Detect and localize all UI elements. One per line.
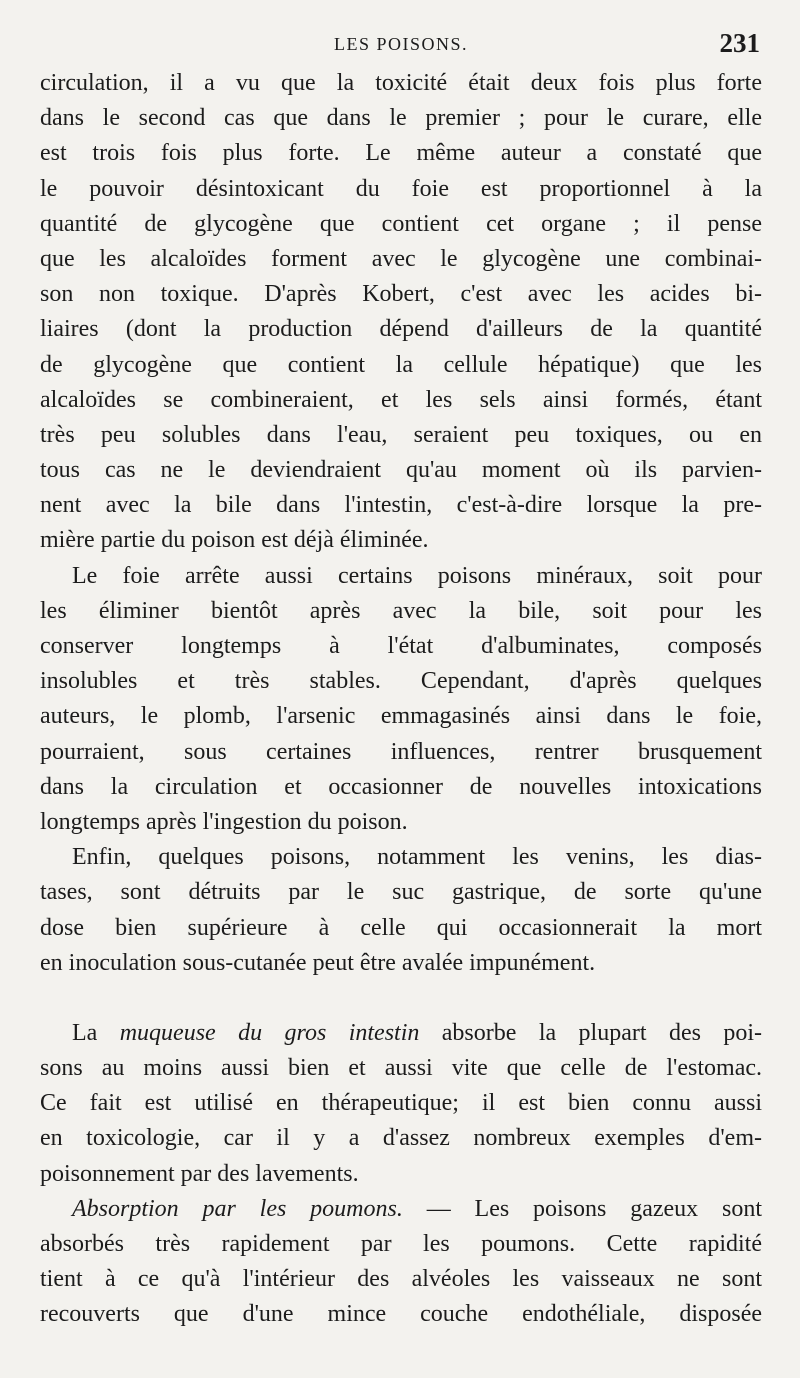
- body-text: [40, 66, 762, 1333]
- text-line: alcaloïdes se combineraient, et les sels ainsi formés, étant: [40, 386, 762, 413]
- text-line: dans le second cas que dans le premier ; pour le curare, elle: [40, 105, 762, 132]
- text-line: tous cas ne le deviendraient qu'au moment où ils parvien-: [40, 457, 762, 484]
- text-line: dose bien supérieure à celle qui occasionnerait la mort: [40, 914, 762, 941]
- paragraph-venins: [40, 840, 762, 981]
- paragraph-continuation: [40, 66, 762, 559]
- text-line: pourraient, sous certaines influences, rentrer brusquement: [40, 738, 762, 765]
- paragraph-gros-intestin: [40, 1016, 762, 1192]
- text-line: poisonnement par des lavements.: [40, 1160, 359, 1187]
- text-line: son non toxique. D'après Kobert, c'est avec les acides bi-: [40, 281, 762, 308]
- text-line: longtemps après l'ingestion du poison.: [40, 808, 408, 835]
- text-line: recouverts que d'une mince couche endothéliale, disposée: [40, 1301, 762, 1328]
- text-line: tient à ce qu'à l'intérieur des alvéoles les vaisseaux ne sont: [40, 1266, 762, 1293]
- text-line: en inoculation sous-cutanée peut être avalée impunément.: [40, 949, 596, 976]
- text-line: auteurs, le plomb, l'arsenic emmagasinés ainsi dans le foie,: [40, 703, 762, 730]
- text-line: [40, 1016, 762, 1051]
- text-line: dans la circulation et occasionner de nouvelles intoxications: [40, 773, 762, 800]
- running-header: [40, 28, 762, 60]
- text-line: liaires (dont la production dépend d'ailleurs de la quantité: [40, 316, 762, 343]
- text-line: mière partie du poison est déjà éliminée.: [40, 527, 429, 554]
- text-line: Enfin, quelques poisons, notamment les venins, les dias-: [72, 844, 762, 871]
- text-line: conserver longtemps à l'état d'albuminates, composés: [40, 633, 762, 659]
- text-line: Ce fait est utilisé en thérapeutique; il est bien connu aussi: [40, 1090, 762, 1117]
- text-line: très peu solubles dans l'eau, seraient peu toxiques, ou en: [40, 421, 762, 448]
- text-line: Le foie arrête aussi certains poisons minéraux, soit pour: [72, 562, 762, 589]
- running-title: LES POISONS.: [333, 34, 469, 54]
- text-line: est trois fois plus forte. Le même auteur a constaté que: [40, 140, 762, 167]
- text-line: sons au moins aussi bien et aussi vite que celle de l'estomac.: [40, 1055, 762, 1082]
- text-line: le pouvoir désintoxicant du foie est proportionnel à la: [40, 175, 762, 202]
- text-line: en toxicologie, car il y a d'assez nombreux exemples d'em-: [40, 1125, 762, 1152]
- text-run: La: [72, 1019, 120, 1046]
- text-line: [40, 1192, 762, 1227]
- text-run: — Les poisons gazeux sont: [402, 1195, 762, 1222]
- section-heading-italic: Absorption par les poumons.: [72, 1195, 403, 1222]
- text-line: nent avec la bile dans l'intestin, c'est-à-dire lorsque la pre-: [40, 492, 762, 519]
- text-line: insolubles et très stables. Cependant, d'après quelques: [40, 668, 762, 695]
- text-run: absorbe la plupart des poi-: [419, 1019, 762, 1046]
- text-line: tases, sont détruits par le suc gastrique, de sorte qu'une: [40, 879, 762, 906]
- text-line: que les alcaloïdes forment avec le glycogène une combinai-: [40, 245, 762, 272]
- text-line: de glycogène que contient la cellule hépatique) que les: [40, 351, 762, 378]
- text-line: circulation, il a vu que la toxicité était deux fois plus forte: [40, 70, 762, 96]
- text-line: les éliminer bientôt après avec la bile, soit pour les: [40, 597, 762, 624]
- italic-term: muqueuse du gros intestin: [119, 1019, 420, 1046]
- page-number: 231: [719, 28, 760, 58]
- text-line: absorbés très rapidement par les poumons. Cette rapidité: [40, 1231, 762, 1257]
- paragraph-liver-minerals: [40, 559, 762, 841]
- section-gap: [40, 981, 762, 1016]
- text-line: quantité de glycogène que contient cet organe ; il pense: [40, 210, 762, 237]
- paragraph-poumons: [40, 1192, 762, 1333]
